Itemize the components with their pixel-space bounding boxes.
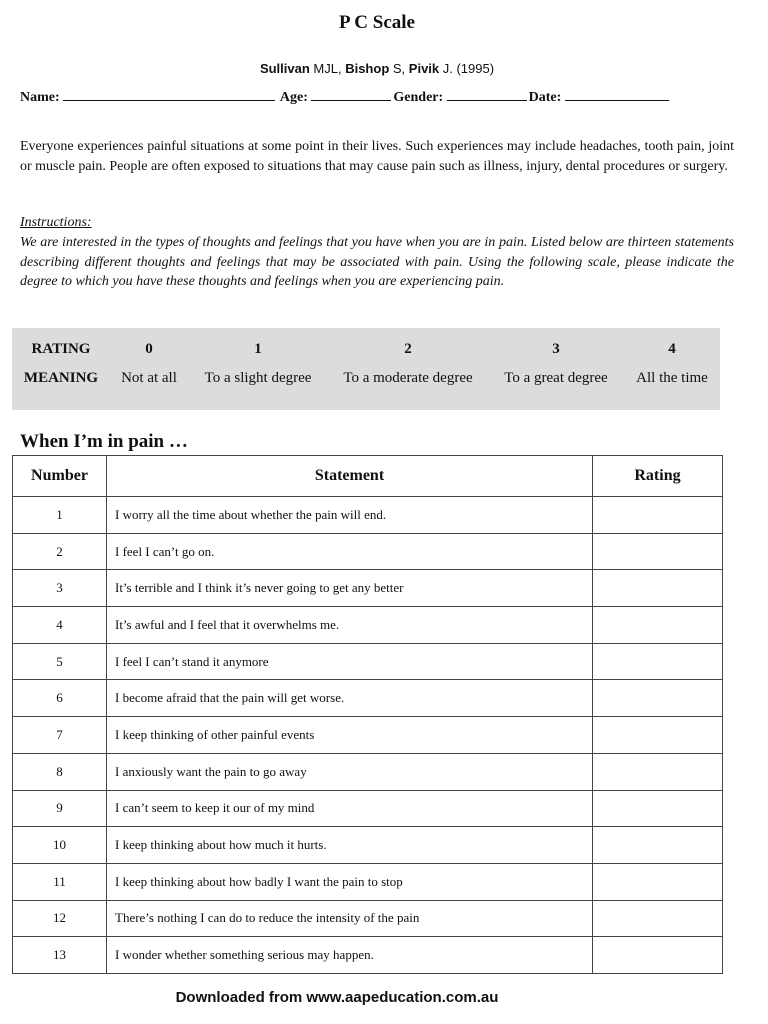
item-statement: I feel I can’t go on.	[107, 533, 593, 570]
table-row	[13, 717, 723, 754]
instructions-heading: Instructions:	[20, 215, 92, 230]
item-statement: I keep thinking about how much it hurts.	[107, 827, 593, 864]
author-2-initials: S,	[389, 61, 409, 76]
item-rating-cell[interactable]	[593, 680, 723, 717]
author-1-initials: MJL,	[309, 61, 346, 76]
table-row	[13, 570, 723, 607]
age-label: Age:	[279, 90, 308, 105]
item-statement: I become afraid that the pain will get worse.	[107, 680, 593, 717]
name-blank[interactable]	[63, 88, 275, 101]
rating-value: 0	[145, 340, 153, 357]
table-row	[13, 533, 723, 570]
item-number: 11	[13, 863, 107, 900]
author-3-rest: J. (1995)	[439, 61, 495, 76]
number-column-header: Number	[13, 456, 107, 497]
table-row	[13, 607, 723, 644]
item-rating-cell[interactable]	[593, 753, 723, 790]
meaning-label: MEANING	[23, 370, 99, 386]
age-blank[interactable]	[311, 88, 391, 101]
item-statement: I worry all the time about whether the pain will end.	[107, 497, 593, 534]
citation	[0, 61, 754, 76]
author-2-surname: Bishop	[345, 61, 390, 76]
rating-row	[12, 328, 720, 370]
item-rating-cell[interactable]	[593, 827, 723, 864]
statements-body	[13, 497, 723, 974]
item-rating-cell[interactable]	[593, 863, 723, 900]
rating-scale-box	[12, 328, 720, 410]
meaning-value: All the time	[636, 370, 708, 386]
item-number: 1	[13, 497, 107, 534]
section-heading: When I’m in pain …	[20, 431, 188, 452]
item-rating-cell[interactable]	[593, 937, 723, 974]
table-row	[13, 790, 723, 827]
item-rating-cell[interactable]	[593, 570, 723, 607]
gender-blank[interactable]	[447, 88, 527, 101]
item-statement: I feel I can’t stand it anymore	[107, 643, 593, 680]
rating-value: 4	[668, 340, 676, 357]
author-1-surname: Sullivan	[259, 61, 310, 76]
item-number: 6	[13, 680, 107, 717]
item-rating-cell[interactable]	[593, 900, 723, 937]
item-number: 5	[13, 643, 107, 680]
rating-column-header: Rating	[593, 456, 723, 497]
item-statement: I can’t seem to keep it our of my mind	[107, 790, 593, 827]
item-number: 8	[13, 753, 107, 790]
table-row	[13, 863, 723, 900]
item-number: 3	[13, 570, 107, 607]
table-header-row	[13, 456, 723, 497]
statements-table	[12, 455, 723, 974]
document-title: P C Scale	[339, 12, 415, 33]
item-rating-cell[interactable]	[593, 607, 723, 644]
instructions-paragraph: We are interested in the types of thoughts and feelings that you have when you are in pain. Listed below are thirteen statements describing different thoughts and feelings that may be associated with pain. Using the following scale, please indicate the degree to which you have these thoughts and feelings when you are experiencing pain.	[20, 235, 734, 289]
author-3-surname: Pivik	[408, 61, 440, 76]
table-row	[13, 497, 723, 534]
table-row	[13, 900, 723, 937]
item-number: 13	[13, 937, 107, 974]
gender-label: Gender:	[393, 90, 444, 105]
rating-value: 3	[552, 340, 560, 357]
item-statement: There’s nothing I can do to reduce the intensity of the pain	[107, 900, 593, 937]
date-label: Date:	[528, 90, 562, 105]
item-number: 9	[13, 790, 107, 827]
item-rating-cell[interactable]	[593, 717, 723, 754]
meaning-row	[12, 370, 720, 402]
rating-value: 1	[254, 340, 262, 357]
item-number: 7	[13, 717, 107, 754]
respondent-fields	[20, 88, 730, 106]
meaning-value: To a great degree	[504, 370, 608, 386]
item-number: 4	[13, 607, 107, 644]
rating-value: 2	[404, 340, 412, 357]
rating-scale-table	[12, 328, 720, 402]
item-statement: It’s awful and I feel that it overwhelms me.	[107, 607, 593, 644]
rating-label: RATING	[31, 340, 91, 357]
footer-source: Downloaded from www.aapeducation.com.au	[175, 989, 499, 1006]
intro-paragraph: Everyone experiences painful situations at some point in their lives. Such experiences may include headaches, tooth pain, joint or muscle pain. People are often exposed to situations that may cause pain such as illness, injury, dental procedures or surgery.	[20, 139, 734, 174]
item-number: 10	[13, 827, 107, 864]
item-statement: I keep thinking about how badly I want the pain to stop	[107, 863, 593, 900]
item-statement: It’s terrible and I think it’s never going to get any better	[107, 570, 593, 607]
item-number: 2	[13, 533, 107, 570]
table-row	[13, 680, 723, 717]
table-row	[13, 827, 723, 864]
item-number: 12	[13, 900, 107, 937]
date-blank[interactable]	[565, 88, 669, 101]
item-rating-cell[interactable]	[593, 790, 723, 827]
table-row	[13, 937, 723, 974]
name-label: Name:	[20, 90, 60, 105]
item-statement: I wonder whether something serious may happen.	[107, 937, 593, 974]
item-rating-cell[interactable]	[593, 643, 723, 680]
item-rating-cell[interactable]	[593, 497, 723, 534]
table-row	[13, 643, 723, 680]
meaning-value: To a slight degree	[204, 370, 312, 386]
meaning-value: Not at all	[121, 370, 177, 386]
item-rating-cell[interactable]	[593, 533, 723, 570]
item-statement: I keep thinking of other painful events	[107, 717, 593, 754]
statement-column-header: Statement	[107, 456, 593, 497]
meaning-value: To a moderate degree	[343, 370, 473, 386]
item-statement: I anxiously want the pain to go away	[107, 753, 593, 790]
table-row	[13, 753, 723, 790]
